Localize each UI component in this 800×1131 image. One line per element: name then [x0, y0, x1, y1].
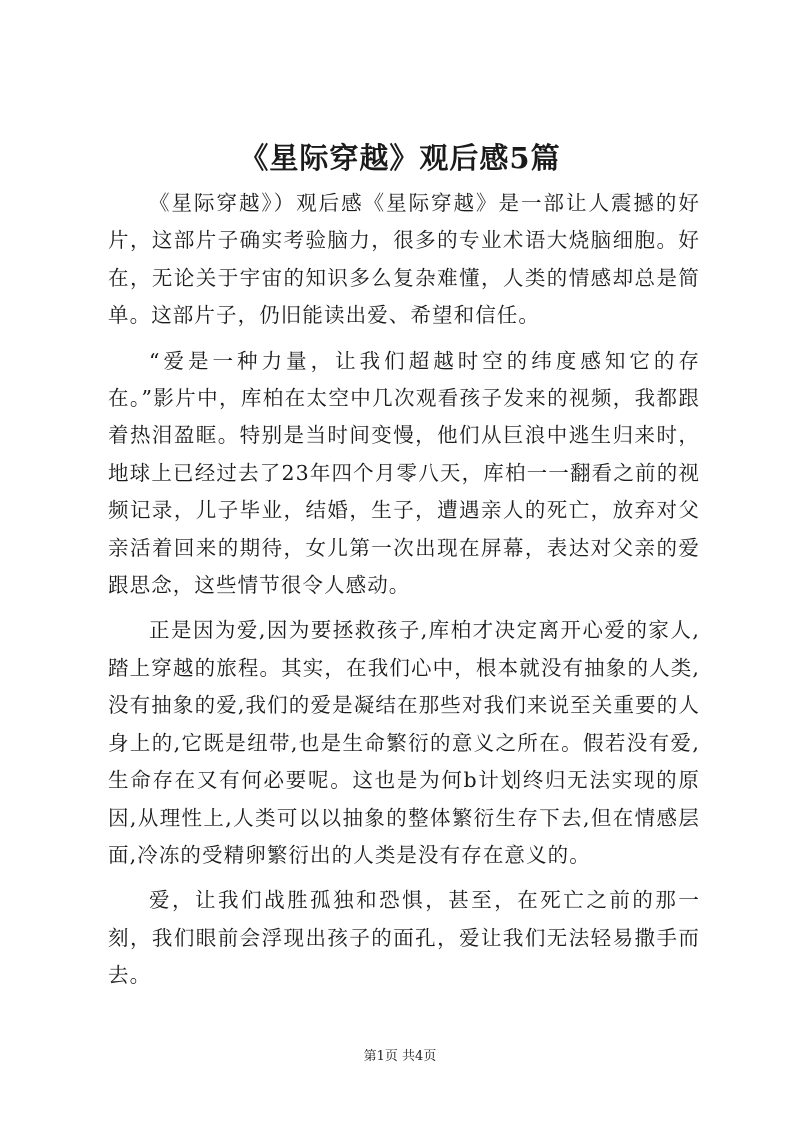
paragraph: 爱，让我们战胜孤独和恐惧，甚至，在死亡之前的那一刻，我们眼前会浮现出孩子的面孔，爱让我们无法轻易撒手而去。	[108, 888, 700, 988]
page-number-footer: 第1页 共4页	[363, 1049, 437, 1064]
paragraph: 《星际穿越》）观后感《星际穿越》是一部让人震撼的好片，这部片子确实考验脑力，很多的专业术语大烧脑细胞。好在，无论关于宇宙的知识多么复杂难懂，人类的情感却总是简单。这部片子，仍旧能读出爱、希望和信任。	[108, 191, 700, 328]
document-title: 《星际穿越》观后感5篇	[239, 141, 561, 175]
document-body	[108, 185, 700, 1003]
paragraph: 正是因为爱,因为要拯救孩子,库柏才决定离开心爱的家人,踏上穿越的旅程。其实，在我们心中，根本就没有抽象的人类,没有抽象的爱,我们的爱是凝结在那些对我们来说至关重要的人身上的,它既是纽带,也是生命繁衍的意义之所在。假若没有爱,生命存在又有何必要呢。这也是为何b计划终归无法实现的原因,从理性上,人类可以以抽象的整体繁衍生存下去,但在情感层面,冷冻的受精卵繁衍出的人类是没有存在意义的。	[108, 618, 700, 867]
paragraph: “爱是一种力量，让我们超越时空的纬度感知它的存在。”影片中，库柏在太空中几次观看孩子发来的视频，我都跟着热泪盈眶。特别是当时间变慢，他们从巨浪中逃生归来时，地球上已经过去了23年四个月零八天，库柏一一翻看之前的视频记录，儿子毕业，结婚，生子，遭遇亲人的死亡，放弃对父亲活着回来的期待，女儿第一次出现在屏幕，表达对父亲的爱跟思念，这些情节很令人感动。	[108, 348, 700, 598]
